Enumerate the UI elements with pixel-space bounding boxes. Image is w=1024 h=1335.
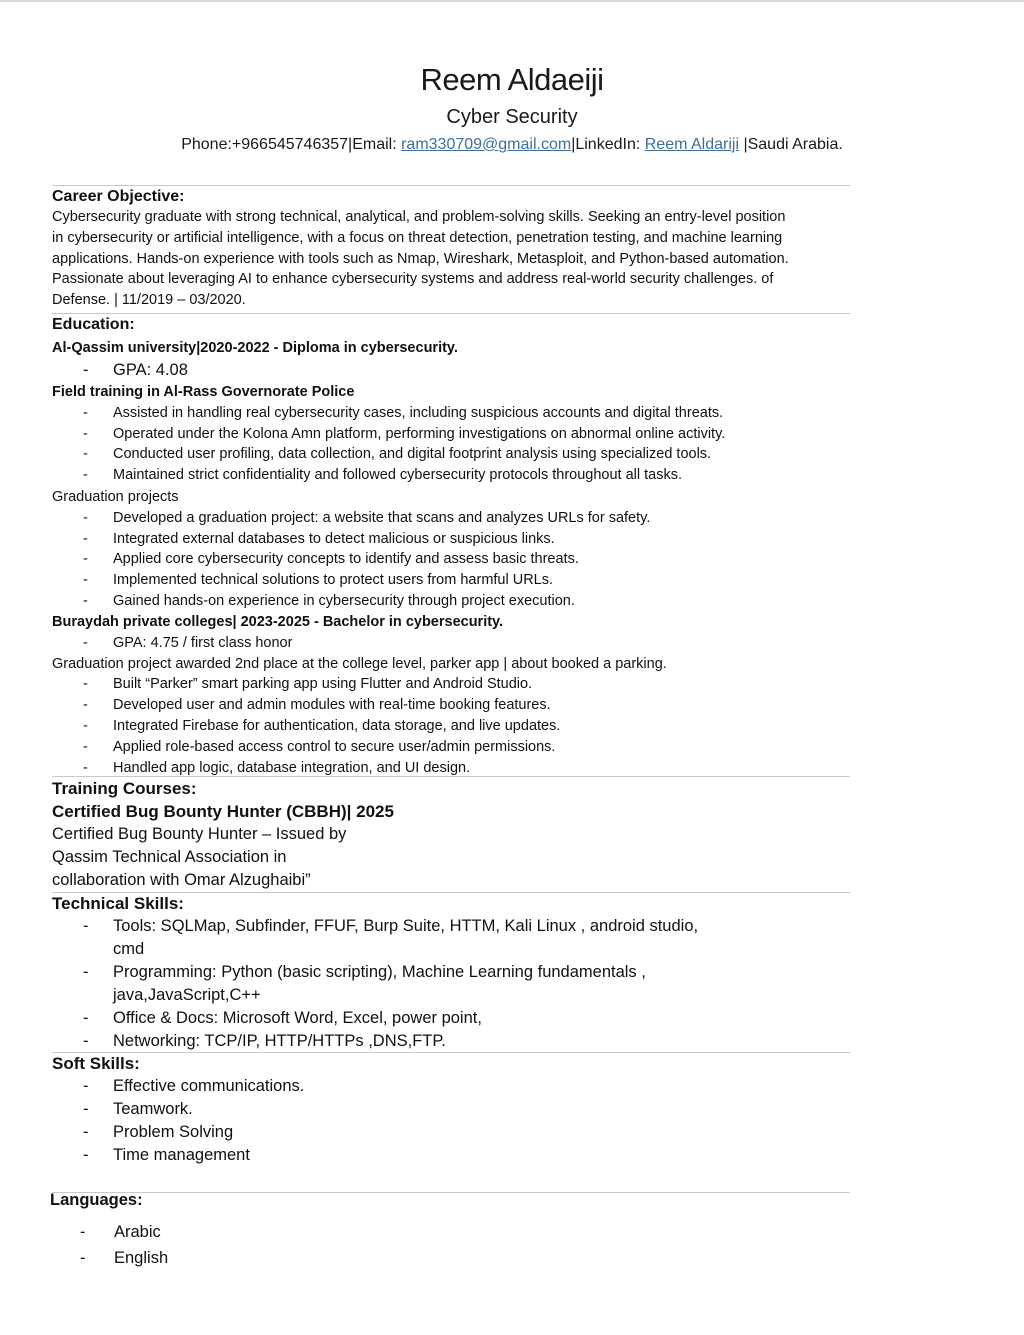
career-heading: Career Objective:	[52, 188, 185, 205]
education-heading: Education:	[52, 316, 135, 333]
list-item: - Maintained strict confidentiality and followed cybersecurity protocols throughout all tasks.	[52, 465, 850, 486]
technical-heading: Technical Skills:	[52, 894, 184, 913]
cert-line: Qassim Technical Association in	[52, 847, 287, 866]
languages-list	[50, 1219, 848, 1271]
list-item: - Developed a graduation project: a website that scans and analyzes URLs for safety.	[52, 508, 850, 529]
parker-project-line: Graduation project awarded 2nd place at the college level, parker app | about booked a parking.	[52, 655, 667, 672]
top-divider	[0, 0, 1024, 2]
list-item: - Teamwork.	[52, 1098, 850, 1121]
list-item: - Programming: Python (basic scripting), Machine Learning fundamentals , java,JavaScript,C++	[52, 961, 712, 1007]
cert-title: Certified Bug Bounty Hunter (CBBH)| 2025	[52, 802, 394, 821]
technical-section	[52, 893, 850, 1053]
list-item: - Time management	[52, 1144, 850, 1167]
list-item: - Assisted in handling real cybersecurity cases, including suspicious accounts and digital threats.	[52, 403, 850, 424]
list-item: - Conducted user profiling, data collection, and digital footprint analysis using specialized tools.	[52, 444, 850, 465]
cert-line: Certified Bug Bounty Hunter – Issued by	[52, 825, 347, 843]
education-section	[52, 314, 850, 778]
list-item: - Arabic	[50, 1219, 848, 1245]
graduation-projects-list	[52, 508, 850, 612]
list-item: - Applied core cybersecurity concepts to identify and assess basic threats.	[52, 549, 850, 570]
linkedin-link[interactable]: Reem Aldariji	[644, 136, 739, 153]
soft-heading: Soft Skills:	[52, 1054, 140, 1073]
soft-skills-section	[52, 1053, 850, 1167]
list-item: - Tools: SQLMap, Subfinder, FFUF, Burp Suite, HTTM, Kali Linux , android studio, cmd	[52, 915, 712, 961]
list-item: - Implemented technical solutions to protect users from harmful URLs.	[52, 570, 850, 591]
bachelor-gpa: - GPA: 4.75 / first class honor	[52, 633, 850, 654]
list-item: - Integrated external databases to detect malicious or suspicious links.	[52, 529, 850, 550]
list-item: - Networking: TCP/IP, HTTP/HTTPs ,DNS,FTP.	[52, 1030, 712, 1053]
list-item: - Applied role-based access control to secure user/admin permissions.	[52, 737, 850, 758]
list-item: - Problem Solving	[52, 1121, 850, 1144]
field-training-list	[52, 403, 850, 486]
technical-list	[52, 915, 712, 1053]
list-item: - Effective communications.	[52, 1075, 850, 1098]
candidate-name: Reem Aldaeiji	[420, 62, 604, 97]
cert-line: collaboration with Omar Alzughaibi”	[52, 870, 311, 889]
linkedin-label: |LinkedIn:	[571, 136, 645, 153]
languages-section	[50, 1190, 848, 1271]
list-item: - Gained hands-on experience in cybersecurity through project execution.	[52, 591, 850, 612]
list-item: - Developed user and admin modules with real-time booking features.	[52, 695, 850, 716]
diploma-line: Al-Qassim university|2020-2022 - Diploma in cybersecurity.	[52, 340, 458, 356]
soft-list	[52, 1075, 850, 1167]
field-training-title: Field training in Al-Rass Governorate Police	[52, 383, 355, 400]
candidate-title: Cyber Security	[446, 106, 578, 128]
parker-project-list	[52, 674, 850, 778]
diploma-gpa: - GPA: 4.08	[52, 359, 850, 382]
training-section	[52, 778, 850, 891]
location-text: |Saudi Arabia.	[739, 136, 843, 153]
training-heading: Training Courses:	[52, 779, 197, 798]
list-item: - Integrated Firebase for authentication, data storage, and live updates.	[52, 716, 850, 737]
list-item: - Built “Parker” smart parking app using Flutter and Android Studio.	[52, 674, 850, 695]
list-item: - English	[50, 1245, 848, 1271]
career-section	[52, 186, 850, 311]
career-text: Cybersecurity graduate with strong technical, analytical, and problem-solving skills. Seeking an entry-level position in cybersecurity or artificial intelligence, with a focus on threat detection, penetration testing, and machine learning applications. Hands-on experience with tools such as Nmap, Wireshark, Metasploit, and Python-based automation. Passionate about leveraging AI to enhance cybersecurity systems and address real-world security challenges. of Defense. | 11/2019 – 03/2020.	[52, 209, 789, 309]
phone-email-label: Phone:+966545746357|Email:	[181, 136, 402, 153]
graduation-projects-title: Graduation projects	[52, 488, 179, 505]
email-link[interactable]: ram330709@gmail.com	[401, 136, 572, 153]
list-item: - Operated under the Kolona Amn platform, performing investigations on abnormal online activity.	[52, 424, 850, 445]
languages-heading: Languages:	[50, 1191, 143, 1209]
bachelor-line: Buraydah private colleges| 2023-2025 - Bachelor in cybersecurity.	[52, 613, 504, 630]
section-divider	[52, 776, 850, 777]
list-item: - Handled app logic, database integration, and UI design.	[52, 758, 850, 779]
list-item: - Office & Docs: Microsoft Word, Excel, power point,	[52, 1007, 712, 1030]
contact-line	[0, 136, 1024, 154]
